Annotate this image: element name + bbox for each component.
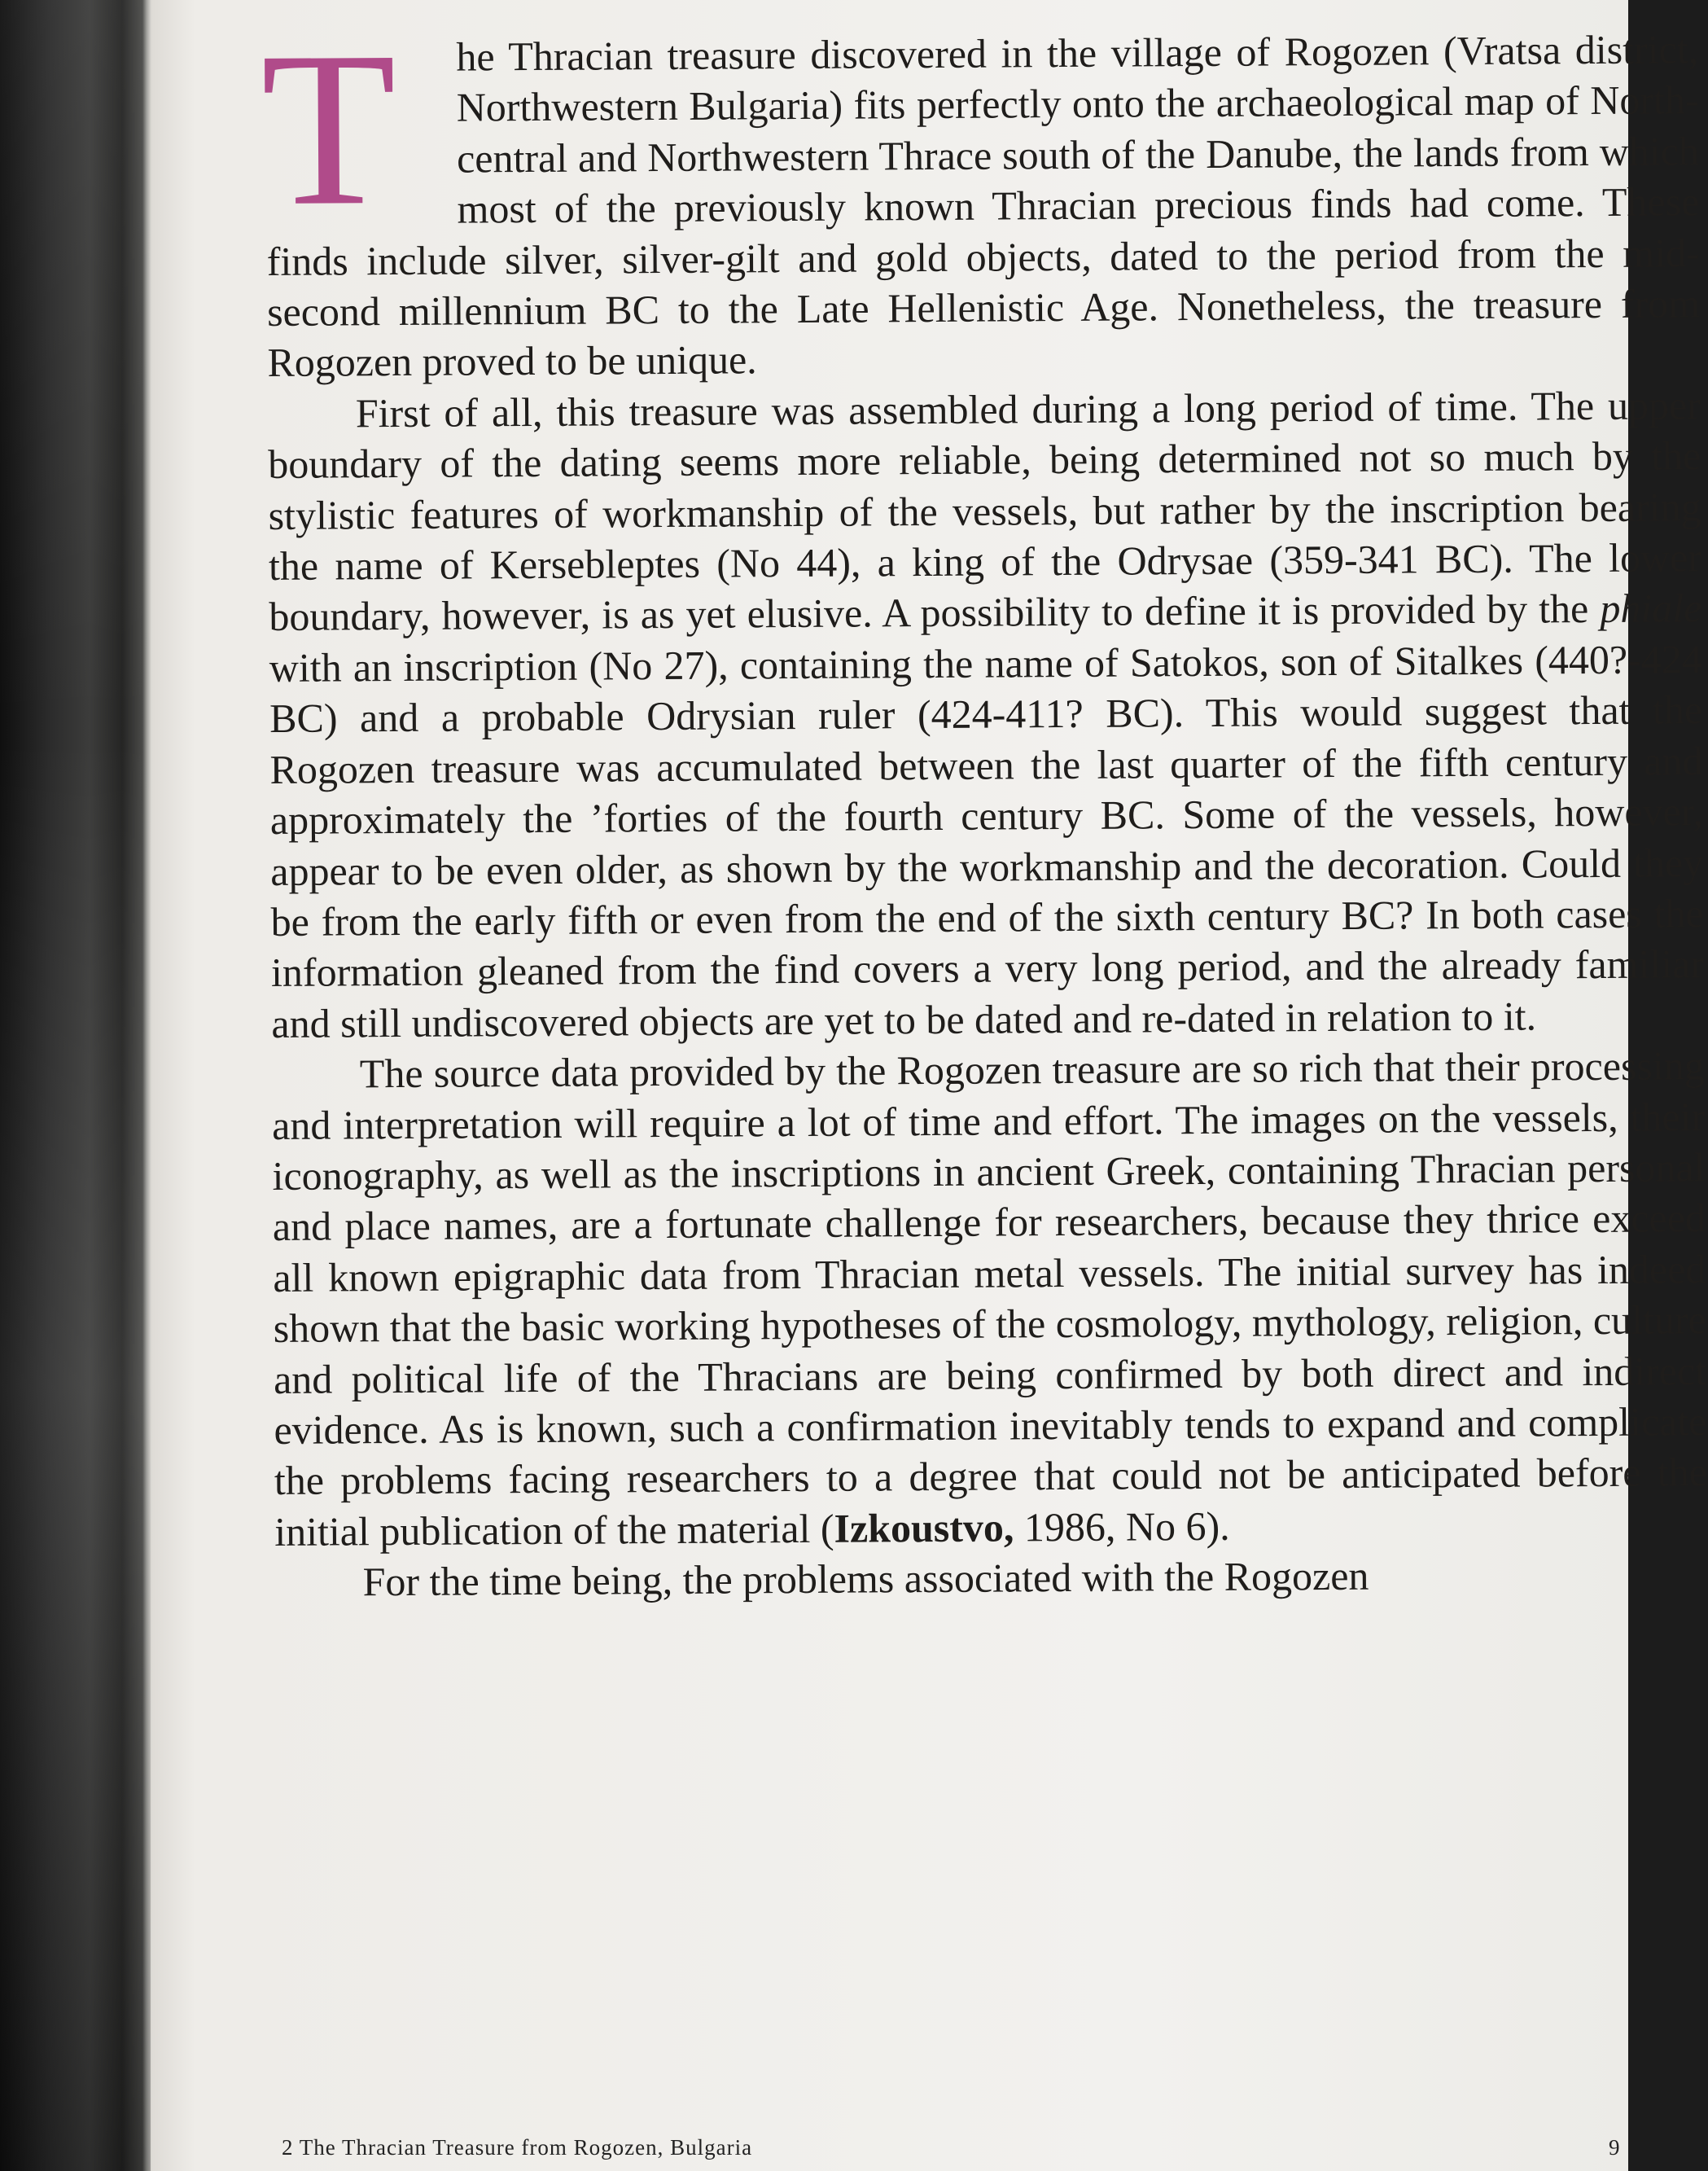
paragraph-1 (260, 6, 1701, 388)
paragraph-3-text-end: 1986, No 6). (1014, 1502, 1230, 1550)
page-footer (282, 2135, 1666, 2160)
paragraph-3 (272, 1040, 1708, 1557)
page-number: 9 (1609, 2135, 1621, 2160)
paragraph-1-text: he Thracian treasure discovered in the village of Rogozen (Vratsa district, Northwestern Bulgaria) fits perfectly onto the archaeological map of North-central and Northwestern Thrace south of the Danube, the lands from which most of the previously known Thracian precious finds had come. These finds include silver, silver-gilt and gold objects, dated to the period from the mid-second millennium BC to the Late Hellenistic Age. Nonetheless, the treasure from Rogozen proved to be unique. (266, 26, 1701, 386)
body-text (260, 6, 1708, 1607)
paragraph-3-text-start: The source data provided by the Rogozen treasure are so rich that their processing and interpretation will require a lot of time and effort. The images on the vessels, their iconography, as well as the inscriptions in ancient Greek, containing Thracian personal and place names, are a fortunate challenge for researchers, because they thrice exceed all known epigraphic data from Thracian metal vessels. The initial survey has indeed shown that the basic working hypotheses of the cosmology, mythology, religion, culture and political life of the Thracians are being confirmed by both direct and indirect evidence. As is known, such a confirmation inevitably tends to expand and complicate the problems facing researchers to a degree that could not be anticipated before the initial publication of the material ( (272, 1042, 1708, 1555)
page-paper (151, 0, 1708, 2171)
citation-source: Izkoustvo, (834, 1504, 1014, 1551)
phiale-term: phiale (1600, 585, 1702, 632)
paragraph-4-text: For the time being, the problems associated with the Rogozen (362, 1552, 1369, 1605)
paragraph-4 (274, 1548, 1707, 1607)
drop-cap-letter: T (260, 6, 397, 252)
paragraph-2 (268, 379, 1705, 1049)
book-spine-shadow (0, 0, 151, 2171)
paragraph-2-text-start: First of all, this treasure was assembled during a long period of time. The upper boundary of the dating seems more reliable, being determined not so much by the stylistic features of workmanship of the vessels, but rather by the inscription bearing the name of Kersebleptes (No 44), a king of the Odrysae (359-341 BC). The lower boundary, however, is as yet elusive. A possibility to define it is provided by the (268, 382, 1702, 640)
running-title: 2 The Thracian Treasure from Rogozen, Bulgaria (282, 2135, 753, 2160)
paragraph-2-text-end: with an inscription (No 27), containing the name of Satokos, son of Sitalkes (440?-424 BC) and a probable Odrysian ruler (424-411? BC). This would suggest that the Rogozen treasure was accumulated between the last quarter of the fifth century and approximately the ’forties of the fourth century BC. Some of the vessels, however, appear to be even older, as shown by the workmanship and the decoration. Could they be from the early fifth or even from the end of the sixth century BC? In both cases the information gleaned from the find covers a very long period, and the already familiar and still undiscovered objects are yet to be dated and re-dated in relation to it. (269, 636, 1705, 1046)
